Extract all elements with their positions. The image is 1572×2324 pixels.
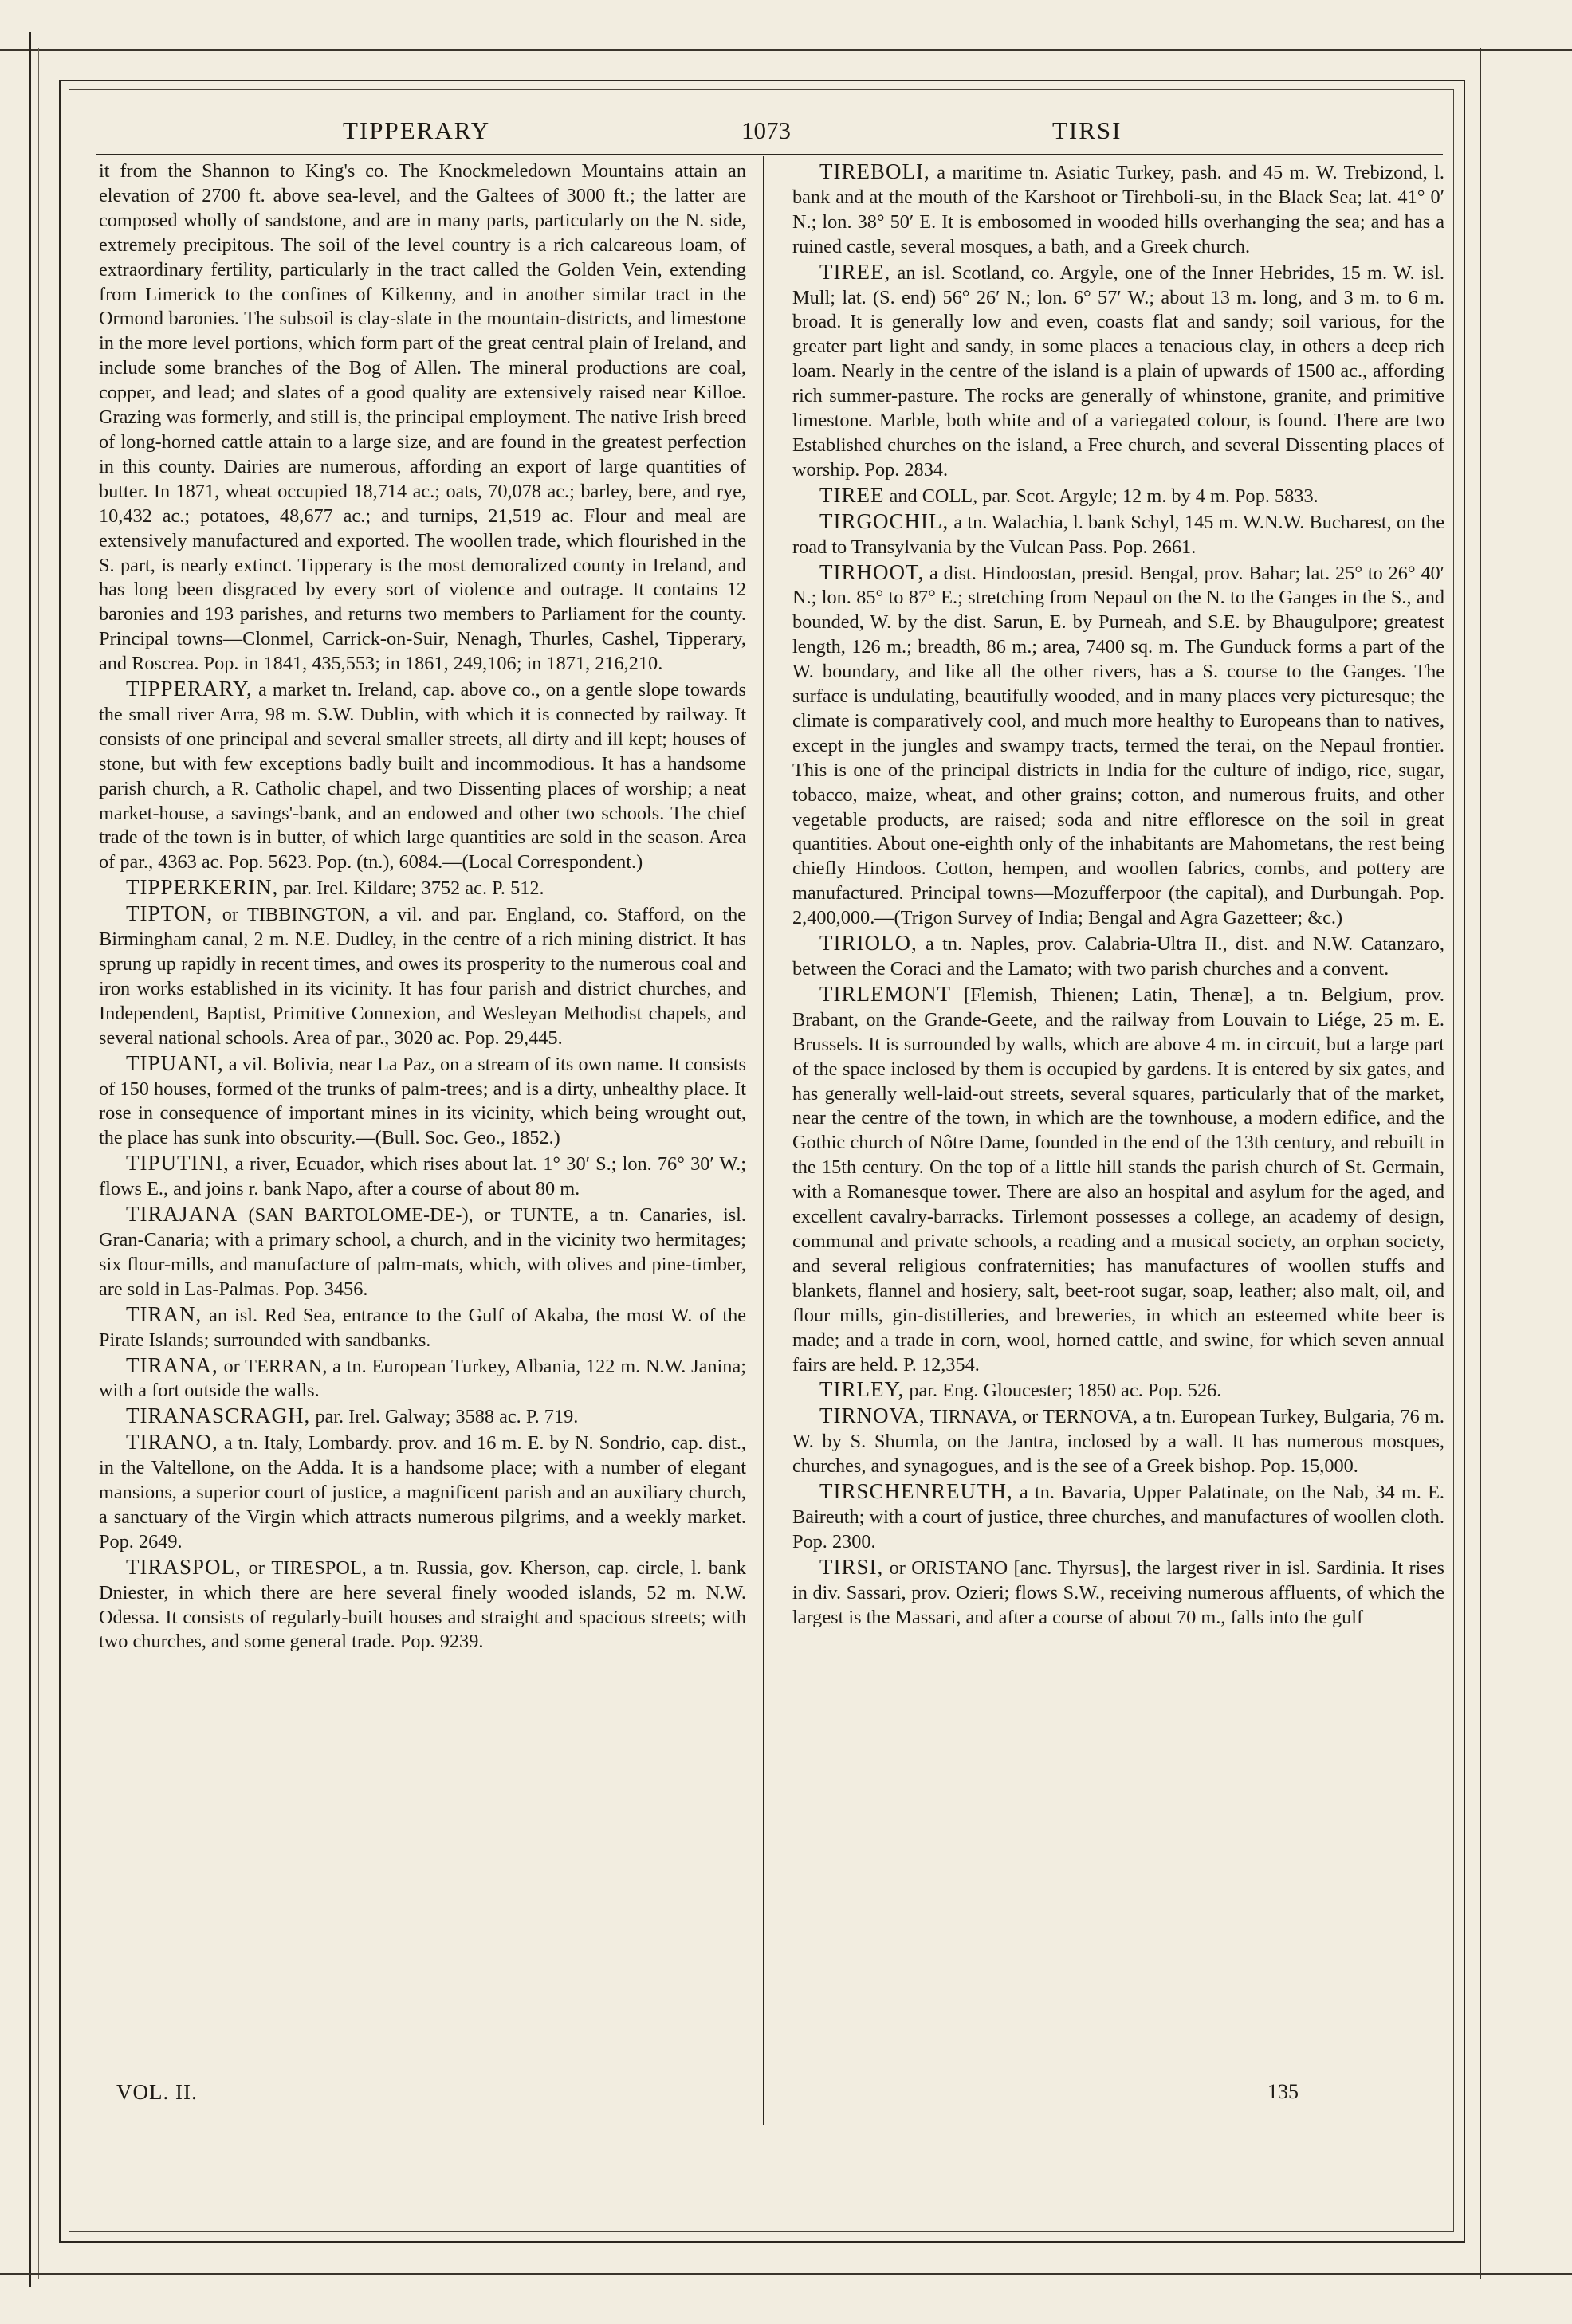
- footer-signature: 135: [1267, 2080, 1299, 2103]
- entry-headword: TIRNOVA,: [819, 1403, 926, 1428]
- entry-headword: TIPPERKERIN,: [126, 875, 279, 900]
- gazetteer-entry: [792, 1377, 1444, 1403]
- entry-headword: TIPUANI,: [126, 1050, 224, 1075]
- gazetteer-entry: [792, 560, 1444, 932]
- scan-edge-right: [1480, 48, 1481, 2279]
- entry-headword: TIRSCHENREUTH,: [819, 1479, 1013, 1504]
- entry-text: a vil. Bolivia, near La Paz, on a stream of its own name. It consists of 150 houses, formed of the trunks of palm-trees; and is a dirty, unhealthy place. It rose in consequence of important mines in its vicinity, which being wrought out, the place has sunk into obscurity.—(Bull. Soc. Geo., 1852.): [99, 1053, 746, 1149]
- entry-text: a river, Ecuador, which rises about lat. 1° 30′ S.; lon. 76° 30′ W.; flows E., and joins r. bank Napo, after a course of about 80 m.: [99, 1153, 746, 1200]
- gazetteer-entry: [99, 1353, 746, 1404]
- entry-text: an isl. Red Sea, entrance to the Gulf of Akaba, the most W. of the Pirate Islands; surrounded with sandbanks.: [99, 1304, 746, 1351]
- entry-text: and COLL, par. Scot. Argyle; 12 m. by 4 m. Pop. 5833.: [884, 485, 1319, 507]
- entry-text: a tn. Walachia, l. bank Schyl, 145 m. W.N.W. Bucharest, on the road to Transylvania by the Vulcan Pass. Pop. 2661.: [792, 511, 1444, 558]
- entry-text: an isl. Scotland, co. Argyle, one of the Inner Hebrides, 15 m. W. isl. Mull; lat. (S. end) 56° 26′ N.; lon. 6° 57′ W.; about 13 m. long, and 3 m. to 6 m. broad. It is generally low and even, coasts flat and sandy; soil various, for the greater part light and sandy, in some places a tenacious clay, in others a deep rich loam. Nearly in the centre of the island is a plain of upwards of 1500 ac., affording rich summer-pasture. The rocks are generally of whinstone, granite, and primitive limestone. Marble, both white and of a variegated colour, is found. There are two Established churches on the island, a Free church, and several Dissenting places of worship. Pop. 2834.: [792, 261, 1444, 481]
- entry-text: or TIRESPOL, a tn. Russia, gov. Kherson, cap. circle, l. bank Dniester, in which there are here several finely wooded islands, 52 m. N.W. Odessa. It consists of regularly-built houses and straight and spacious streets; with two churches, and some general trade. Pop. 9239.: [99, 1557, 746, 1653]
- gazetteer-entry: [99, 1202, 746, 1302]
- gazetteer-entry: [792, 159, 1444, 260]
- footer-volume: VOL. II.: [116, 2080, 198, 2104]
- gazetteer-entry: [99, 159, 746, 677]
- entry-headword: TIRGOCHIL,: [819, 508, 949, 533]
- gazetteer-entry: [99, 1051, 746, 1152]
- entry-text: a dist. Hindoostan, presid. Bengal, prov. Bahar; lat. 25° to 26° 40′ N.; lon. 85° to 87° E.; stretching from Nepaul on the N. to the Ganges in the S., and bounded, W. by the dist. Sarun, E. by Purneah, and S.E. by Bhaugulpore; greatest length, 126 m.; breadth, 86 m.; area, 7400 sq. m. The Gunduck forms a part of the W. boundary, and like all the other rivers, has a S. course to the Ganges. The surface is undulating, beautifully wooded, and in many places very picturesque; the climate is comparatively cool, and much more healthy to Europeans than to natives, except in the jungles and swampy tracts, termed the terai, on the Nepaul frontier. This is one of the principal districts in India for the culture of indigo, rice, sugar, tobacco, maize, wheat, and other grains; cotton, and numerous fruits, and other vegetable products, are raised; soda and nitre effloresce on the soil in great quantities. About one-eighth only of the inhabitants are Mahometans, the rest being chiefly Hindoos. Cotton, hempen, and woollen fabrics, combs, and pottery are manufactured. Principal towns—Mozufferpoor (the capital), and Durbungah. Pop. 2,400,000.—(Trigon Survey of India; Bengal and Agra Gazetteer; &c.): [792, 562, 1444, 929]
- gazetteer-entry: [99, 1555, 746, 1655]
- entry-text: a tn. Italy, Lombardy. prov. and 16 m. E. by N. Sondrio, cap. dist., in the Valtellone, on the Adda. It is a handsome place; with a number of elegant mansions, a superior court of justice, a magnificent parish and an auxiliary church, a sanctuary of the Virgin which attracts numerous pilgrims, and a weekly market. Pop. 2649.: [99, 1432, 746, 1553]
- entry-text: or TERRAN, a tn. European Turkey, Albania, 122 m. N.W. Janina; with a fort outside the walls.: [99, 1355, 746, 1402]
- running-head-right: TIRSI: [1052, 116, 1122, 144]
- entry-text: par. Eng. Gloucester; 1850 ac. Pop. 526.: [904, 1380, 1222, 1402]
- entry-headword: TIREE: [819, 482, 885, 507]
- gazetteer-entry: [99, 1302, 746, 1353]
- gazetteer-entry: [792, 1403, 1444, 1479]
- scan-edge-bottom: [0, 2273, 1572, 2275]
- entry-text: a tn. Naples, prov. Calabria-Ultra II., dist. and N.W. Catanzaro, between the Coraci and the Lamato; with two parish churches and a convent.: [792, 933, 1444, 979]
- entry-headword: TIRASPOL,: [126, 1554, 242, 1579]
- entry-text: or ORISTANO [anc. Thyrsus], the largest river in isl. Sardinia. It rises in div. Sassari, prov. Ozieri; flows S.W., receiving numerous affluents, of which the largest is the Massari, and after a course of about 70 m., falls into the gulf: [792, 1557, 1444, 1628]
- entry-headword: TIPPERARY,: [126, 677, 253, 701]
- entry-text: or TIBBINGTON, a vil. and par. England, co. Stafford, on the Birmingham canal, 2 m. N.E. Dudley, in the centre of a rich mining district. It has sprung up rapidly in recent times, and owes its prosperity to the numerous coal and iron works established in its vicinity. It has four parish and district churches, and Independent, Baptist, Primitive Connexion, and Wesleyan Methodist chapels, and several national schools. Area of par., 3020 ac. Pop. 29,445.: [99, 904, 746, 1049]
- entry-text: a tn. Bavaria, Upper Palatinate, on the Nab, 34 m. E. Baireuth; with a court of justice, three churches, and manufactures of woollen cloth. Pop. 2300.: [792, 1482, 1444, 1553]
- gazetteer-entry: [99, 901, 746, 1050]
- entry-text: par. Irel. Galway; 3588 ac. P. 719.: [310, 1406, 579, 1428]
- gazetteer-entry: [99, 1403, 746, 1430]
- entry-headword: TIREBOLI,: [819, 159, 930, 183]
- scan-edge-top: [0, 49, 1572, 51]
- column-divider: [763, 156, 764, 2125]
- gazetteer-entry: [792, 1555, 1444, 1631]
- left-column: [99, 159, 746, 2080]
- entry-headword: TIRAJANA: [126, 1202, 238, 1227]
- gazetteer-entry: [792, 1479, 1444, 1555]
- running-header: [96, 110, 1443, 150]
- entry-headword: TIRANO,: [126, 1430, 218, 1454]
- gazetteer-entry: [792, 509, 1444, 560]
- header-rule: [96, 154, 1443, 155]
- entry-headword: TIRAN,: [126, 1301, 202, 1326]
- entry-text: [Flemish, Thienen; Latin, Thenæ], a tn. Belgium, prov. Brabant, on the Grande-Geete, and the railway from Louvain to Liége, 25 m. E. Brussels. It is surrounded by walls, which are above 4 m. in circuit, but a large part of the space inclosed by them is occupied by gardens. It is entered by six gates, and has generally well-laid-out streets, several squares, particularly that of the market, near the centre of the town, in which are the townhouse, a modern edifice, and the Gothic church of Nôtre Dame, founded in the end of the 13th century, and rebuilt in the 15th century. On the top of a little hill stands the parish church of St. Germain, with a Romanesque tower. There are also an hospital and asylum for the aged, and excellent cavalry-barracks. Tirlemont possesses a college, an academy of design, communal and private schools, a reading and a musical society, an orphan society, and several religious confraternities; has manufactures of woollen stuffs and blankets, flannel and hosiery, salt, beet-root sugar, soap, leather; also malt, oil, and flour mills, gin-distilleries, and breweries, in which an esteemed white beer is made; and a trade in corn, wool, horned cattle, and swine, for which seven annual fairs are held. P. 12,354.: [792, 983, 1444, 1376]
- entry-headword: TIRLEMONT: [819, 981, 951, 1006]
- entry-text: a maritime tn. Asiatic Turkey, pash. and 45 m. W. Trebizond, l. bank and at the mouth of the Karshoot or Tirehboli-su, in the Black Sea; lat. 41° 0′ N.; lon. 38° 50′ E. It is embosomed in wooded hills overhanging the sea; and has a ruined castle, several mosques, a bath, and a Greek church.: [792, 162, 1444, 257]
- entry-text: (SAN BARTOLOME-DE-), or TUNTE, a tn. Canaries, isl. Gran-Canaria; with a primary school, a church, and in the vicinity two hermitages; six flour-mills, and manufacture of palm-mats, which, with olives and pine-timber, are sold in Las-Palmas. Pop. 3456.: [99, 1204, 746, 1300]
- entry-headword: TIRANA,: [126, 1352, 218, 1377]
- entry-headword: TIRLEY,: [819, 1377, 905, 1402]
- gazetteer-entry: [99, 1151, 746, 1202]
- entry-headword: TIREE,: [819, 259, 891, 284]
- entry-headword: TIRSI,: [819, 1554, 884, 1579]
- entry-text: par. Irel. Kildare; 3752 ac. P. 512.: [278, 877, 544, 900]
- entry-text: it from the Shannon to King's co. The Knockmeledown Mountains attain an elevation of 2700 ft. above sea-level, and the Galtees of 3000 ft.; the latter are composed wholly of sandstone, and are in many parts, particularly on the N. side, extremely precipitous. The soil of the level country is a rich calcareous loam, of extraordinary fertility, particularly in the tract called the Golden Vein, extending from Limerick to the confines of Kilkenny, and in another similar tract in the Ormond baronies. The subsoil is clay-slate in the mountain-districts, and limestone in the more level portions, which form part of the great central plain of Ireland, and include some branches of the Bog of Allen. The mineral productions are coal, copper, and lead; and slates of a good quality are extensively raised near Killoe. Grazing was formerly, and still is, the principal employment. The native Irish breed of long-horned cattle attain to a large size, and are found in the greatest perfection in this county. Dairies are numerous, affording an export of large quantities of butter. In 1871, wheat occupied 18,714 ac.; oats, 70,078 ac.; barley, bere, and rye, 10,432 ac.; potatoes, 48,677 ac.; and turnips, 21,519 ac. Flour and meal are extensively manufactured and exported. The woollen trade, which flourished in the S. part, is nearly extinct. Tipperary is the most demoralized county in Ireland, and has long been disgraced by every sort of violence and outrage. It contains 12 baronies and 193 parishes, and returns two members to Parliament for the county. Principal towns—Clonmel, Carrick-on-Suir, Nenagh, Thurles, Cashel, Tipperary, and Roscrea. Pop. in 1841, 435,553; in 1861, 249,106; in 1871, 216,210.: [99, 160, 746, 675]
- gazetteer-entry: [792, 483, 1444, 509]
- page-number: 1073: [741, 116, 791, 144]
- entry-headword: TIPUTINI,: [126, 1151, 230, 1176]
- entry-text: TIRNAVA, or TERNOVA, a tn. European Turkey, Bulgaria, 76 m. W. by S. Shumla, on the Jantra, inclosed by a wall. It has numerous mosques, churches, and synagogues, and is the see of a Greek bishop. Pop. 15,000.: [792, 1406, 1444, 1478]
- scan-edge-left: [29, 32, 31, 2287]
- entry-headword: TIRHOOT,: [819, 559, 925, 584]
- gazetteer-entry: [99, 1430, 746, 1555]
- entry-text: a market tn. Ireland, cap. above co., on a gentle slope towards the small river Arra, 98 m. S.W. Dublin, with which it is connected by railway. It consists of one principal and several smaller streets, all dirty and ill kept; houses of stone, but with few exceptions badly built and incommodious. It has a handsome parish church, a R. Catholic chapel, and two Dissenting places of worship; a neat market-house, a savings'-bank, and an endowed and other two schools. The chief trade of the town is in butter, of which large quantities are sold in the season. Area of par., 4363 ac. Pop. 5623. Pop. (tn.), 6084.—(Local Correspondent.): [99, 679, 746, 873]
- gazetteer-entry: [792, 260, 1444, 483]
- gazetteer-entry: [792, 931, 1444, 982]
- gazetteer-entry: [792, 982, 1444, 1378]
- running-head-left: TIPPERARY: [343, 116, 491, 144]
- gazetteer-entry: [99, 677, 746, 875]
- entry-headword: TIRIOLO,: [819, 931, 918, 956]
- right-column: [792, 159, 1444, 2080]
- scan-edge-left-inner: [38, 48, 39, 2279]
- gazetteer-entry: [99, 875, 746, 901]
- entry-headword: TIRANASCRAGH,: [126, 1403, 311, 1428]
- entry-headword: TIPTON,: [126, 901, 214, 926]
